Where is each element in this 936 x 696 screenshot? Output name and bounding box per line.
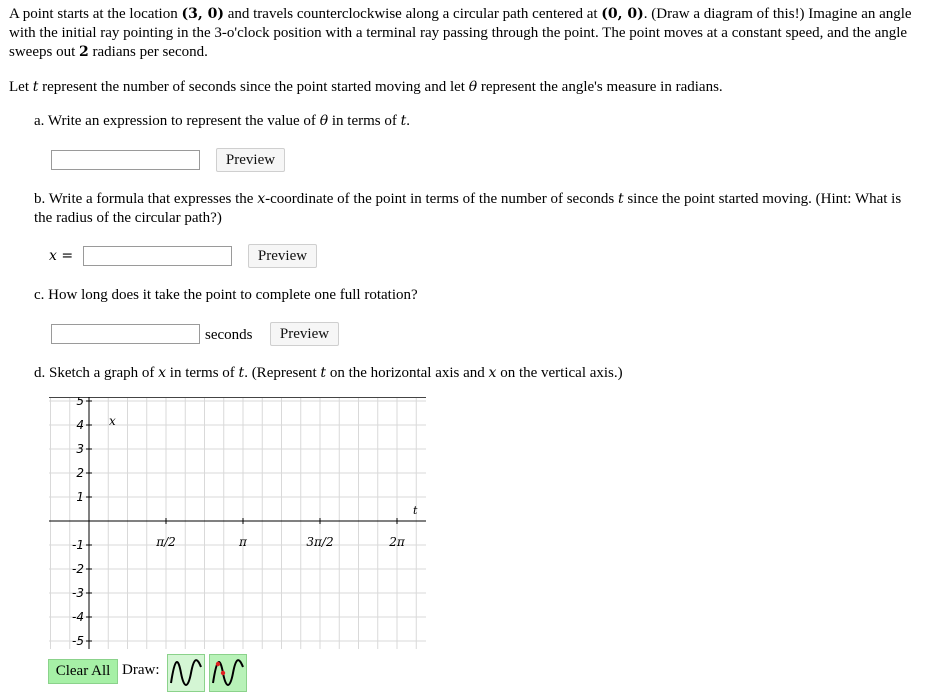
- qa-text-1: a. Write an expression to represent the value of: [34, 113, 320, 129]
- x-tick-label: π/2: [156, 535, 176, 549]
- tool-point-a: [216, 662, 220, 666]
- preview-c-button[interactable]: Preview: [270, 322, 339, 346]
- qd-text-3: . (Represent: [244, 365, 321, 381]
- y-tick-label: 2: [76, 466, 84, 480]
- qa-text-3: .: [406, 113, 411, 129]
- x-tick-label: π: [239, 535, 247, 549]
- sine-wave-points-tool-icon: [210, 655, 246, 691]
- var-t: t: [32, 79, 39, 95]
- question-a: [34, 112, 410, 131]
- sine-wave-tool-icon: [168, 655, 204, 691]
- clear-all-button[interactable]: Clear All: [48, 659, 118, 684]
- y-tick-label: -2: [72, 562, 84, 576]
- question-b: [34, 190, 914, 228]
- vardef-text-1: Let: [9, 79, 33, 95]
- graph-ticks: [72, 397, 418, 648]
- question-c: c. How long does it take the point to complete one full rotation?: [34, 287, 418, 303]
- y-tick-label: -3: [72, 586, 84, 600]
- intro-text-4: radians per second.: [88, 44, 208, 60]
- y-tick-label: -1: [72, 538, 84, 552]
- qb-text-3: since the point started moving. (Hint: What is the radius of the circular path?): [34, 191, 902, 226]
- y-axis-label: x: [109, 414, 116, 428]
- problem-statement: [9, 5, 924, 62]
- answer-c-unit: seconds: [205, 327, 253, 343]
- qa-text-2: in terms of: [328, 113, 401, 129]
- qd-text-2: in terms of: [166, 365, 239, 381]
- sine-wave-points-tool-button[interactable]: [209, 654, 247, 692]
- qa-var-t: t: [400, 113, 407, 129]
- answer-b-label: x =: [49, 248, 74, 264]
- draw-label: Draw:: [122, 662, 160, 678]
- intro-text-1: A point starts at the location: [9, 6, 182, 22]
- qb-text-2: -coordinate of the point in terms of the number of seconds: [265, 191, 618, 207]
- preview-b-button[interactable]: Preview: [248, 244, 317, 268]
- intro-text-2: and travels counterclockwise along a circular path centered at: [223, 6, 602, 22]
- qd-var-t2: t: [320, 365, 327, 381]
- var-theta: θ: [468, 79, 478, 95]
- y-tick-label: 4: [76, 418, 84, 432]
- vardef-text-2: represent the number of seconds since the point started moving and let: [38, 79, 469, 95]
- intro-text-3: . (Draw a diagram of this!) Imagine an angle with the initial ray pointing in the 3-o'clock position with a terminal ray passing through the point. The point moves at a constant speed, and the angle sweeps out: [9, 6, 912, 60]
- qd-text-1: d. Sketch a graph of: [34, 365, 159, 381]
- graph-grid: [49, 397, 426, 649]
- y-tick-label: 5: [76, 397, 84, 408]
- x-tick-label: 3π/2: [306, 535, 334, 549]
- answer-c-input[interactable]: [51, 324, 200, 344]
- vardef-text-3: represent the angle's measure in radians.: [477, 79, 723, 95]
- qb-text-1: b. Write a formula that expresses the: [34, 191, 258, 207]
- qd-text-5: on the vertical axis.): [496, 365, 623, 381]
- graph-axes: [49, 397, 426, 649]
- graph-canvas[interactable]: [49, 397, 426, 649]
- variable-definitions: [9, 78, 924, 97]
- y-tick-label: -4: [72, 610, 84, 624]
- qd-var-x: x: [158, 365, 167, 381]
- answer-b-input[interactable]: [83, 246, 232, 266]
- angular-rate: 2: [79, 44, 89, 60]
- tool-point-b: [221, 671, 225, 675]
- qd-var-t: t: [238, 365, 245, 381]
- qb-var-t: t: [617, 191, 624, 207]
- start-point: (3, 0): [181, 6, 224, 22]
- question-d: [34, 364, 623, 383]
- qb-var-x: x: [257, 191, 266, 207]
- y-tick-label: 1: [76, 490, 84, 504]
- x-tick-label: 2π: [389, 535, 405, 549]
- preview-a-button[interactable]: Preview: [216, 148, 285, 172]
- qd-text-4: on the horizontal axis and: [326, 365, 489, 381]
- y-tick-label: -5: [72, 634, 84, 648]
- answer-a-input[interactable]: [51, 150, 200, 170]
- center-point: (0, 0): [601, 6, 644, 22]
- x-axis-label: t: [413, 504, 418, 517]
- y-tick-label: 3: [76, 442, 84, 456]
- sine-wave-tool-button[interactable]: [167, 654, 205, 692]
- qa-var-theta: θ: [319, 113, 329, 129]
- qd-var-x2: x: [488, 365, 497, 381]
